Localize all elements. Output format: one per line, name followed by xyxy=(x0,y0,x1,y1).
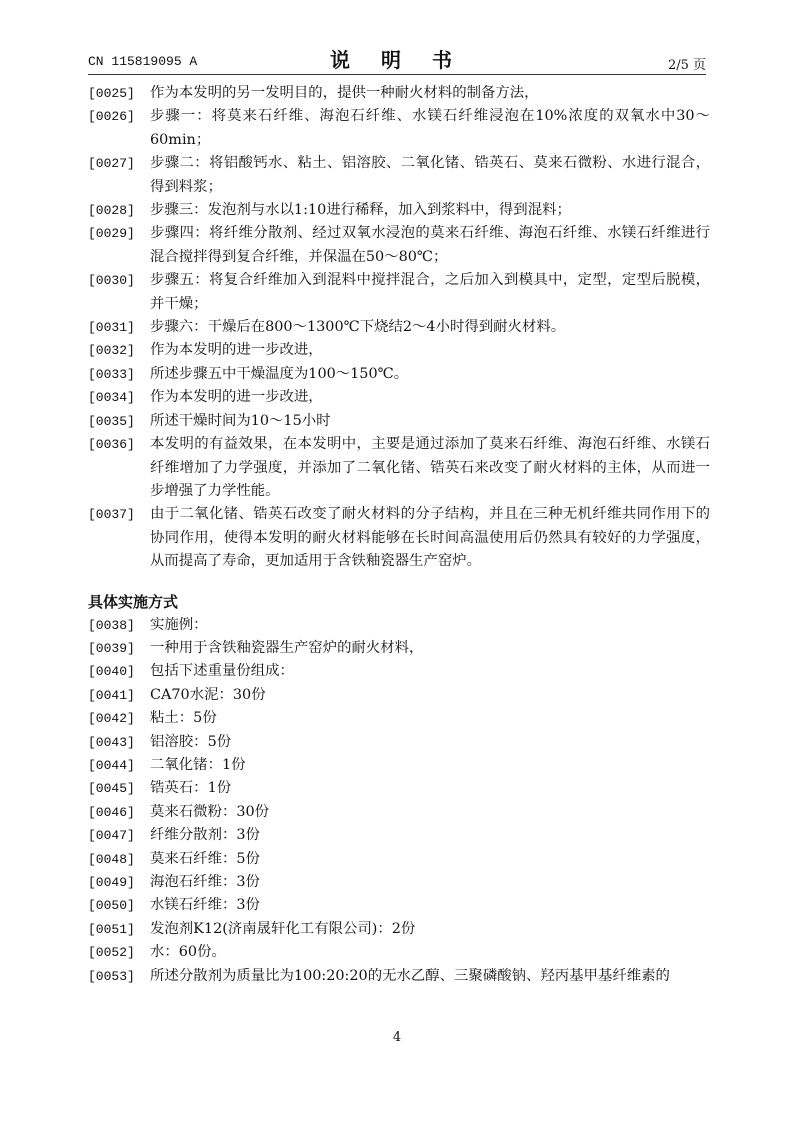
page-header xyxy=(88,44,706,74)
paragraph-number: [0052] xyxy=(88,945,135,961)
paragraph-number: [0047] xyxy=(88,828,135,844)
paragraph xyxy=(88,918,710,941)
paragraph-text: 水镁石纤维：3份 xyxy=(150,897,260,914)
paragraph-number: [0032] xyxy=(88,343,135,359)
paragraph-number: [0043] xyxy=(88,734,135,750)
paragraph xyxy=(88,199,710,222)
paragraph-number: [0044] xyxy=(88,757,135,773)
paragraph xyxy=(88,637,710,660)
paragraph-number: [0040] xyxy=(88,664,135,680)
paragraph-number: [0035] xyxy=(88,413,135,429)
paragraph-number: [0034] xyxy=(88,390,135,406)
paragraph-number: [0036] xyxy=(88,437,135,453)
paragraph-text: 莫来石纤维：5份 xyxy=(150,850,260,867)
paragraph-text: 莫来石微粉：30份 xyxy=(150,803,270,820)
paragraph-number: [0051] xyxy=(88,921,135,937)
paragraph-text: 步骤一：将莫来石纤维、海泡石纤维、水镁石纤维浸泡在10%浓度的双氧水中30～60min； xyxy=(150,108,710,148)
paragraph-number: [0029] xyxy=(88,226,135,242)
paragraph-number: [0025] xyxy=(88,86,135,101)
header-divider xyxy=(88,74,706,75)
paragraph-number: [0039] xyxy=(88,640,135,656)
paragraph-number: [0037] xyxy=(88,507,135,523)
paragraph-list-a xyxy=(88,82,710,574)
paragraph xyxy=(88,503,710,573)
paragraph-text: 作为本发明的进一步改进， xyxy=(150,342,323,359)
paragraph xyxy=(88,339,710,362)
paragraph-text: 步骤三：发泡剂与水以1:10进行稀释，加入到浆料中，得到混料； xyxy=(150,202,571,219)
paragraph-number: [0045] xyxy=(88,781,135,797)
page-indicator: 2/5 页 xyxy=(667,58,706,73)
paragraph-text: CA70水泥：30份 xyxy=(150,686,266,703)
paragraph xyxy=(88,363,710,386)
paragraph xyxy=(88,433,710,503)
paragraph-list-b xyxy=(88,614,710,989)
document-body xyxy=(88,82,710,988)
document-id: CN 115819095 A xyxy=(88,54,198,69)
paragraph-text: 铝溶胶：5份 xyxy=(150,733,232,750)
paragraph xyxy=(88,848,710,871)
paragraph-text: 发泡剂K12(济南晟轩化工有限公司)：2份 xyxy=(150,920,416,937)
paragraph-text: 实施例： xyxy=(150,616,208,633)
paragraph-number: [0028] xyxy=(88,203,135,219)
paragraph-text: 所述分散剂为质量比为100:20:20的无水乙醇、三聚磷酸钠、羟丙基甲基纤维素的 xyxy=(150,967,670,984)
paragraph-text: 作为本发明的进一步改进， xyxy=(150,389,323,406)
paragraph-number: [0030] xyxy=(88,273,135,289)
paragraph xyxy=(88,269,710,316)
paragraph-number: [0026] xyxy=(88,109,135,125)
paragraph xyxy=(88,754,710,777)
section-heading: 具体实施方式 xyxy=(88,592,179,611)
paragraph xyxy=(88,660,710,683)
paragraph-number: [0046] xyxy=(88,804,135,820)
paragraph-text: 二氧化锗：1份 xyxy=(150,756,246,773)
paragraph-number: [0050] xyxy=(88,898,135,914)
paragraph xyxy=(88,824,710,847)
paragraph xyxy=(88,707,710,730)
paragraph-text: 包括下述重量份组成： xyxy=(150,663,294,680)
paragraph-text: 一种用于含铁釉瓷器生产窑炉的耐火材料， xyxy=(150,639,424,656)
paragraph-text: 本发明的有益效果，在本发明中，主要是通过添加了莫来石纤维、海泡石纤维、水镁石纤维增加了力学强度，并添加了二氧化锗、锆英石来改变了耐火材料的主体，从而进一步增强了力学性能。 xyxy=(150,436,710,499)
document-title: 说 明 书 xyxy=(330,48,464,72)
paragraph-text: 纤维分散剂：3份 xyxy=(150,827,260,844)
paragraph-number: [0053] xyxy=(88,968,135,984)
paragraph xyxy=(88,316,710,339)
paragraph-text: 所述干燥时间为10～15小时 xyxy=(150,412,331,429)
paragraph xyxy=(88,894,710,917)
paragraph-number: [0027] xyxy=(88,156,135,172)
paragraph xyxy=(88,82,710,105)
paragraph xyxy=(88,222,710,269)
paragraph-number: [0042] xyxy=(88,711,135,727)
paragraph-number: [0033] xyxy=(88,366,135,382)
paragraph-text: 锆英石：1份 xyxy=(150,780,232,797)
paragraph-number: [0041] xyxy=(88,687,135,703)
paragraph-number: [0049] xyxy=(88,875,135,890)
paragraph-text: 步骤五：将复合纤维加入到混料中搅拌混合，之后加入到模具中，定型，定型后脱模，并干燥； xyxy=(150,272,710,312)
paragraph-number: [0038] xyxy=(88,617,135,633)
paragraph-number: [0048] xyxy=(88,851,135,867)
paragraph xyxy=(88,410,710,433)
paragraph-text: 水：60份。 xyxy=(150,944,226,961)
paragraph xyxy=(88,731,710,754)
paragraph-text: 粘土：5份 xyxy=(150,710,217,727)
paragraph-number: [0031] xyxy=(88,320,135,336)
paragraph xyxy=(88,965,710,988)
paragraph-text: 作为本发明的另一发明目的，提供一种耐火材料的制备方法， xyxy=(150,85,539,101)
paragraph xyxy=(88,684,710,707)
paragraph xyxy=(88,777,710,800)
paragraph xyxy=(88,801,710,824)
paragraph-text: 海泡石纤维：3份 xyxy=(150,874,260,890)
paragraph xyxy=(88,105,710,152)
paragraph-text: 由于二氧化锗、锆英石改变了耐火材料的分子结构，并且在三种无机纤维共同作用下的协同作用，使得本发明的耐火材料能够在长时间高温使用后仍然具有较好的力学强度，从而提高了寿命，更加适用于含铁釉瓷器生产窑炉。 xyxy=(150,506,710,570)
paragraph xyxy=(88,614,710,637)
paragraph xyxy=(88,871,710,894)
paragraph-text: 步骤二：将铝酸钙水、粘土、铝溶胶、二氧化锗、锆英石、莫来石微粉、水进行混合，得到料浆； xyxy=(150,155,710,195)
paragraph xyxy=(88,941,710,964)
paragraph xyxy=(88,152,710,199)
paragraph-text: 步骤四：将纤维分散剂、经过双氧水浸泡的莫来石纤维、海泡石纤维、水镁石纤维进行混合搅拌得到复合纤维，并保温在50～80℃； xyxy=(150,225,710,265)
paragraph-text: 步骤六：干燥后在800～1300℃下烧结2～4小时得到耐火材料。 xyxy=(150,319,566,336)
page-number: 4 xyxy=(392,1030,402,1045)
paragraph xyxy=(88,386,710,409)
paragraph-text: 所述步骤五中干燥温度为100～150℃。 xyxy=(150,365,409,382)
